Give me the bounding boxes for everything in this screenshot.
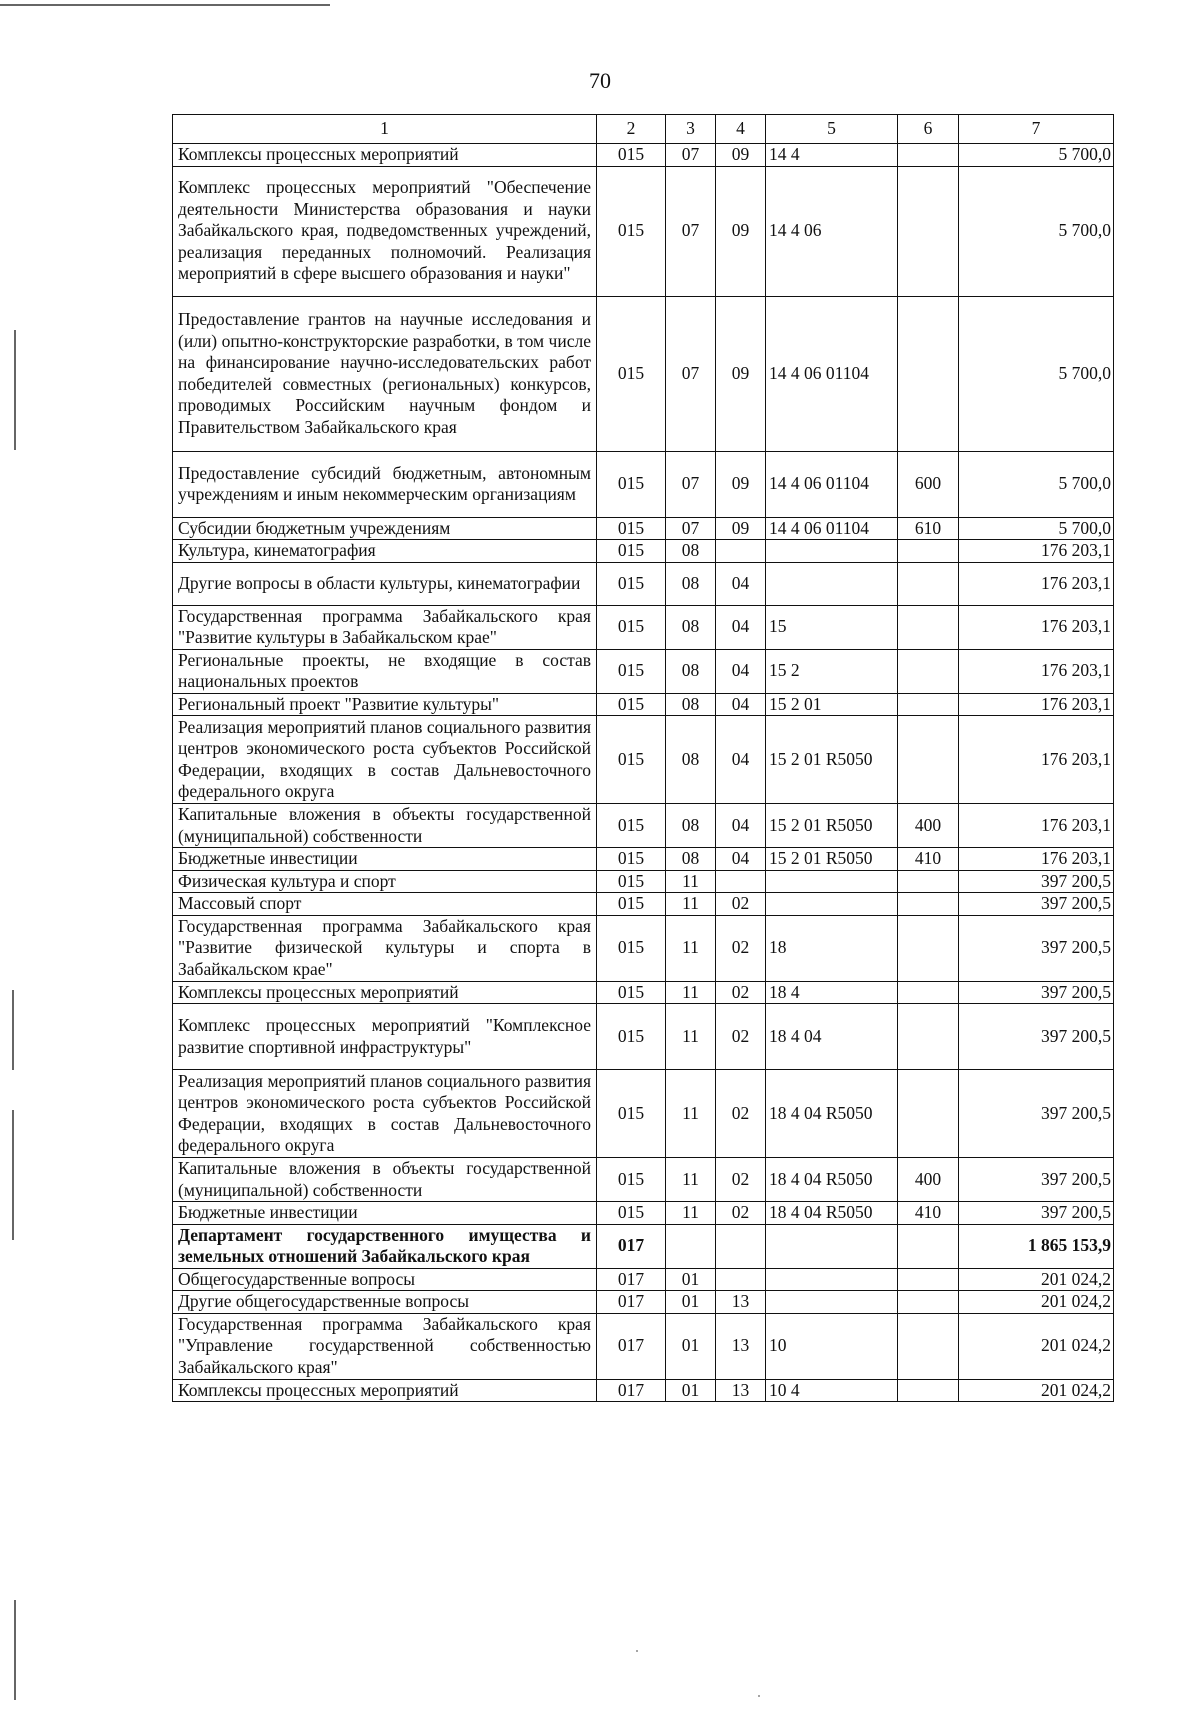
target-item-code-cell [766, 1291, 898, 1314]
expense-type-cell: 600 [898, 451, 959, 517]
table-row [173, 605, 1114, 649]
target-item-code-cell: 10 4 [766, 1379, 898, 1402]
expense-type-cell [898, 893, 959, 916]
table-row [173, 649, 1114, 693]
amount-cell: 5 700,0 [959, 451, 1114, 517]
section-code-cell: 11 [666, 1004, 716, 1070]
target-item-code-cell: 14 4 06 01104 [766, 451, 898, 517]
target-item-code-cell: 18 4 04 R5050 [766, 1158, 898, 1202]
target-item-code-cell [766, 562, 898, 605]
subsection-code-cell: 02 [716, 981, 766, 1004]
table-row [173, 296, 1114, 451]
amount-cell: 1 865 153,9 [959, 1224, 1114, 1268]
section-code-cell: 11 [666, 893, 716, 916]
subsection-code-cell: 02 [716, 1004, 766, 1070]
target-item-code-cell: 18 [766, 915, 898, 981]
row-name-cell: Капитальные вложения в объекты государственной (муниципальной) собственности [173, 804, 597, 848]
ministry-code-cell: 015 [597, 451, 666, 517]
row-name-cell: Комплекс процессных мероприятий "Комплексное развитие спортивной инфраструктуры" [173, 1004, 597, 1070]
expense-type-cell [898, 981, 959, 1004]
expense-type-cell [898, 1268, 959, 1291]
table-row [173, 144, 1114, 167]
ministry-code-cell: 015 [597, 562, 666, 605]
ministry-code-cell: 015 [597, 915, 666, 981]
left-margin-line [12, 990, 14, 1070]
expense-type-cell [898, 540, 959, 563]
expense-type-cell [898, 1379, 959, 1402]
target-item-code-cell: 14 4 [766, 144, 898, 167]
col-header-6: 6 [898, 115, 959, 144]
row-name-cell: Предоставление грантов на научные исследования и (или) опытно-конструкторские разработки, в том числе на финансирование научно-исследовательских работ победителей совместных (региональных) конкурсов, проводимых Российским научным фондом и Правительством Забайкальского края [173, 296, 597, 451]
expense-type-cell [898, 693, 959, 716]
table-row [173, 1070, 1114, 1158]
row-name-cell: Государственная программа Забайкальского края "Развитие физической культуры и спорта в Забайкальском крае" [173, 915, 597, 981]
col-header-3: 3 [666, 115, 716, 144]
row-name-cell: Реализация мероприятий планов социального развития центров экономического роста субъектов Российской Федерации, входящих в состав Дальневосточного федерального округа [173, 1070, 597, 1158]
ministry-code-cell: 015 [597, 1070, 666, 1158]
target-item-code-cell: 15 2 [766, 649, 898, 693]
subsection-code-cell: 02 [716, 915, 766, 981]
expense-type-cell [898, 144, 959, 167]
expense-type-cell: 610 [898, 517, 959, 540]
target-item-code-cell: 14 4 06 [766, 166, 898, 296]
subsection-code-cell: 04 [716, 848, 766, 871]
target-item-code-cell: 15 [766, 605, 898, 649]
ministry-code-cell: 015 [597, 1158, 666, 1202]
subsection-code-cell: 04 [716, 693, 766, 716]
section-code-cell: 08 [666, 605, 716, 649]
table-row [173, 517, 1114, 540]
row-name-cell: Комплексы процессных мероприятий [173, 1379, 597, 1402]
section-code-cell: 11 [666, 1202, 716, 1225]
section-code-cell: 11 [666, 981, 716, 1004]
col-header-5: 5 [766, 115, 898, 144]
section-code-cell: 07 [666, 517, 716, 540]
expense-type-cell: 410 [898, 848, 959, 871]
section-code-cell: 07 [666, 296, 716, 451]
ministry-code-cell: 015 [597, 144, 666, 167]
target-item-code-cell: 18 4 04 R5050 [766, 1202, 898, 1225]
subsection-code-cell: 09 [716, 296, 766, 451]
subsection-code-cell [716, 1268, 766, 1291]
section-code-cell: 08 [666, 540, 716, 563]
ministry-code-cell: 015 [597, 804, 666, 848]
target-item-code-cell [766, 870, 898, 893]
subsection-code-cell: 09 [716, 517, 766, 540]
target-item-code-cell: 15 2 01 R5050 [766, 848, 898, 871]
col-header-1: 1 [173, 115, 597, 144]
row-name-cell: Комплексы процессных мероприятий [173, 981, 597, 1004]
section-code-cell: 11 [666, 915, 716, 981]
target-item-code-cell: 15 2 01 R5050 [766, 716, 898, 804]
expense-type-cell: 400 [898, 1158, 959, 1202]
section-code-cell: 01 [666, 1268, 716, 1291]
table-header-row [173, 115, 1114, 144]
amount-cell: 5 700,0 [959, 144, 1114, 167]
ministry-code-cell: 017 [597, 1268, 666, 1291]
section-code-cell: 07 [666, 166, 716, 296]
amount-cell: 5 700,0 [959, 166, 1114, 296]
target-item-code-cell: 15 2 01 R5050 [766, 804, 898, 848]
section-code-cell: 07 [666, 451, 716, 517]
section-code-cell: 08 [666, 562, 716, 605]
row-name-cell: Физическая культура и спорт [173, 870, 597, 893]
expense-type-cell [898, 605, 959, 649]
amount-cell: 201 024,2 [959, 1268, 1114, 1291]
ministry-code-cell: 015 [597, 981, 666, 1004]
row-name-cell: Другие общегосударственные вопросы [173, 1291, 597, 1314]
row-name-cell: Региональные проекты, не входящие в состав национальных проектов [173, 649, 597, 693]
amount-cell: 201 024,2 [959, 1291, 1114, 1314]
row-name-cell: Бюджетные инвестиции [173, 1202, 597, 1225]
table-row [173, 716, 1114, 804]
row-name-cell: Региональный проект "Развитие культуры" [173, 693, 597, 716]
ministry-code-cell: 015 [597, 649, 666, 693]
amount-cell: 201 024,2 [959, 1379, 1114, 1402]
expense-type-cell [898, 870, 959, 893]
section-code-cell: 01 [666, 1379, 716, 1402]
target-item-code-cell: 14 4 06 01104 [766, 296, 898, 451]
table-row [173, 870, 1114, 893]
subsection-code-cell [716, 540, 766, 563]
col-header-2: 2 [597, 115, 666, 144]
target-item-code-cell [766, 1268, 898, 1291]
subsection-code-cell: 04 [716, 804, 766, 848]
section-code-cell: 11 [666, 870, 716, 893]
subsection-code-cell: 02 [716, 1070, 766, 1158]
expense-type-cell [898, 1224, 959, 1268]
expense-type-cell [898, 562, 959, 605]
ministry-code-cell: 015 [597, 716, 666, 804]
expense-type-cell [898, 649, 959, 693]
left-margin-line [14, 330, 16, 450]
amount-cell: 176 203,1 [959, 562, 1114, 605]
section-code-cell: 07 [666, 144, 716, 167]
subsection-code-cell: 13 [716, 1291, 766, 1314]
row-name-cell: Предоставление субсидий бюджетным, автономным учреждениям и иным некоммерческим организациям [173, 451, 597, 517]
table-row [173, 1379, 1114, 1402]
row-name-cell: Субсидии бюджетным учреждениям [173, 517, 597, 540]
amount-cell: 201 024,2 [959, 1313, 1114, 1379]
subsection-code-cell: 04 [716, 562, 766, 605]
expense-type-cell [898, 1070, 959, 1158]
amount-cell: 176 203,1 [959, 605, 1114, 649]
table-row [173, 915, 1114, 981]
subsection-code-cell: 09 [716, 451, 766, 517]
amount-cell: 397 200,5 [959, 1202, 1114, 1225]
amount-cell: 397 200,5 [959, 1158, 1114, 1202]
amount-cell: 397 200,5 [959, 870, 1114, 893]
left-margin-line [12, 1110, 14, 1240]
ministry-code-cell: 015 [597, 605, 666, 649]
subsection-code-cell: 02 [716, 1158, 766, 1202]
table-row [173, 1158, 1114, 1202]
table-row [173, 693, 1114, 716]
ministry-code-cell: 015 [597, 166, 666, 296]
left-margin-line [14, 1600, 16, 1700]
table-row [173, 893, 1114, 916]
target-item-code-cell: 18 4 04 R5050 [766, 1070, 898, 1158]
subsection-code-cell: 04 [716, 605, 766, 649]
amount-cell: 5 700,0 [959, 296, 1114, 451]
row-name-cell: Департамент государственного имущества и земельных отношений Забайкальского края [173, 1224, 597, 1268]
ministry-code-cell: 015 [597, 1202, 666, 1225]
expense-type-cell [898, 1313, 959, 1379]
row-name-cell: Другие вопросы в области культуры, кинематографии [173, 562, 597, 605]
subsection-code-cell: 02 [716, 893, 766, 916]
section-code-cell: 08 [666, 716, 716, 804]
section-code-cell: 11 [666, 1158, 716, 1202]
section-code-cell: 08 [666, 848, 716, 871]
row-name-cell: Реализация мероприятий планов социального развития центров экономического роста субъектов Российской Федерации, входящих в состав Дальневосточного федерального округа [173, 716, 597, 804]
expense-type-cell [898, 716, 959, 804]
section-code-cell: 08 [666, 649, 716, 693]
ministry-code-cell: 015 [597, 893, 666, 916]
ministry-code-cell: 015 [597, 848, 666, 871]
table-row [173, 1313, 1114, 1379]
table-row [173, 1268, 1114, 1291]
ministry-code-cell: 017 [597, 1224, 666, 1268]
subsection-code-cell: 09 [716, 144, 766, 167]
scan-speck [758, 1695, 760, 1697]
row-name-cell: Массовый спорт [173, 893, 597, 916]
ministry-code-cell: 017 [597, 1291, 666, 1314]
target-item-code-cell: 18 4 04 [766, 1004, 898, 1070]
expense-type-cell [898, 296, 959, 451]
target-item-code-cell [766, 540, 898, 563]
expense-type-cell [898, 915, 959, 981]
ministry-code-cell: 015 [597, 540, 666, 563]
ministry-code-cell: 015 [597, 296, 666, 451]
row-name-cell: Культура, кинематография [173, 540, 597, 563]
scan-speck [636, 1650, 638, 1652]
subsection-code-cell: 02 [716, 1202, 766, 1225]
table-row [173, 804, 1114, 848]
table-row [173, 540, 1114, 563]
subsection-code-cell: 09 [716, 166, 766, 296]
subsection-code-cell [716, 870, 766, 893]
amount-cell: 397 200,5 [959, 915, 1114, 981]
expense-type-cell: 410 [898, 1202, 959, 1225]
ministry-code-cell: 015 [597, 1004, 666, 1070]
amount-cell: 176 203,1 [959, 716, 1114, 804]
amount-cell: 397 200,5 [959, 1070, 1114, 1158]
table-row [173, 1004, 1114, 1070]
row-name-cell: Капитальные вложения в объекты государственной (муниципальной) собственности [173, 1158, 597, 1202]
amount-cell: 176 203,1 [959, 804, 1114, 848]
ministry-code-cell: 015 [597, 517, 666, 540]
amount-cell: 176 203,1 [959, 649, 1114, 693]
budget-table [172, 114, 1114, 1402]
amount-cell: 176 203,1 [959, 848, 1114, 871]
col-header-4: 4 [716, 115, 766, 144]
table-row [173, 981, 1114, 1004]
amount-cell: 397 200,5 [959, 893, 1114, 916]
ministry-code-cell: 017 [597, 1313, 666, 1379]
target-item-code-cell [766, 893, 898, 916]
target-item-code-cell: 10 [766, 1313, 898, 1379]
table-row [173, 1224, 1114, 1268]
table-row [173, 562, 1114, 605]
target-item-code-cell: 18 4 [766, 981, 898, 1004]
row-name-cell: Государственная программа Забайкальского края "Развитие культуры в Забайкальском крае" [173, 605, 597, 649]
section-code-cell: 01 [666, 1291, 716, 1314]
target-item-code-cell: 15 2 01 [766, 693, 898, 716]
amount-cell: 5 700,0 [959, 517, 1114, 540]
table-row [173, 1291, 1114, 1314]
col-header-7: 7 [959, 115, 1114, 144]
subsection-code-cell: 04 [716, 716, 766, 804]
row-name-cell: Государственная программа Забайкальского края "Управление государственной собственностью Забайкальского края" [173, 1313, 597, 1379]
subsection-code-cell [716, 1224, 766, 1268]
ministry-code-cell: 015 [597, 870, 666, 893]
ministry-code-cell: 015 [597, 693, 666, 716]
amount-cell: 176 203,1 [959, 693, 1114, 716]
expense-type-cell [898, 1004, 959, 1070]
subsection-code-cell: 13 [716, 1313, 766, 1379]
row-name-cell: Общегосударственные вопросы [173, 1268, 597, 1291]
table-row [173, 848, 1114, 871]
amount-cell: 397 200,5 [959, 981, 1114, 1004]
expense-type-cell: 400 [898, 804, 959, 848]
subsection-code-cell: 13 [716, 1379, 766, 1402]
top-edge-line [0, 4, 330, 6]
ministry-code-cell: 017 [597, 1379, 666, 1402]
row-name-cell: Бюджетные инвестиции [173, 848, 597, 871]
table-row [173, 1202, 1114, 1225]
expense-type-cell [898, 166, 959, 296]
section-code-cell: 08 [666, 804, 716, 848]
page-number: 70 [589, 68, 611, 93]
amount-cell: 176 203,1 [959, 540, 1114, 563]
section-code-cell: 11 [666, 1070, 716, 1158]
section-code-cell: 08 [666, 693, 716, 716]
table-row [173, 451, 1114, 517]
target-item-code-cell [766, 1224, 898, 1268]
target-item-code-cell: 14 4 06 01104 [766, 517, 898, 540]
row-name-cell: Комплекс процессных мероприятий "Обеспечение деятельности Министерства образования и науки Забайкальского края, подведомственных учреждений, реализация переданных полномочий. Реализация мероприятий в сфере высшего образования и науки" [173, 166, 597, 296]
table-row [173, 166, 1114, 296]
expense-type-cell [898, 1291, 959, 1314]
section-code-cell [666, 1224, 716, 1268]
subsection-code-cell: 04 [716, 649, 766, 693]
row-name-cell: Комплексы процессных мероприятий [173, 144, 597, 167]
section-code-cell: 01 [666, 1313, 716, 1379]
amount-cell: 397 200,5 [959, 1004, 1114, 1070]
